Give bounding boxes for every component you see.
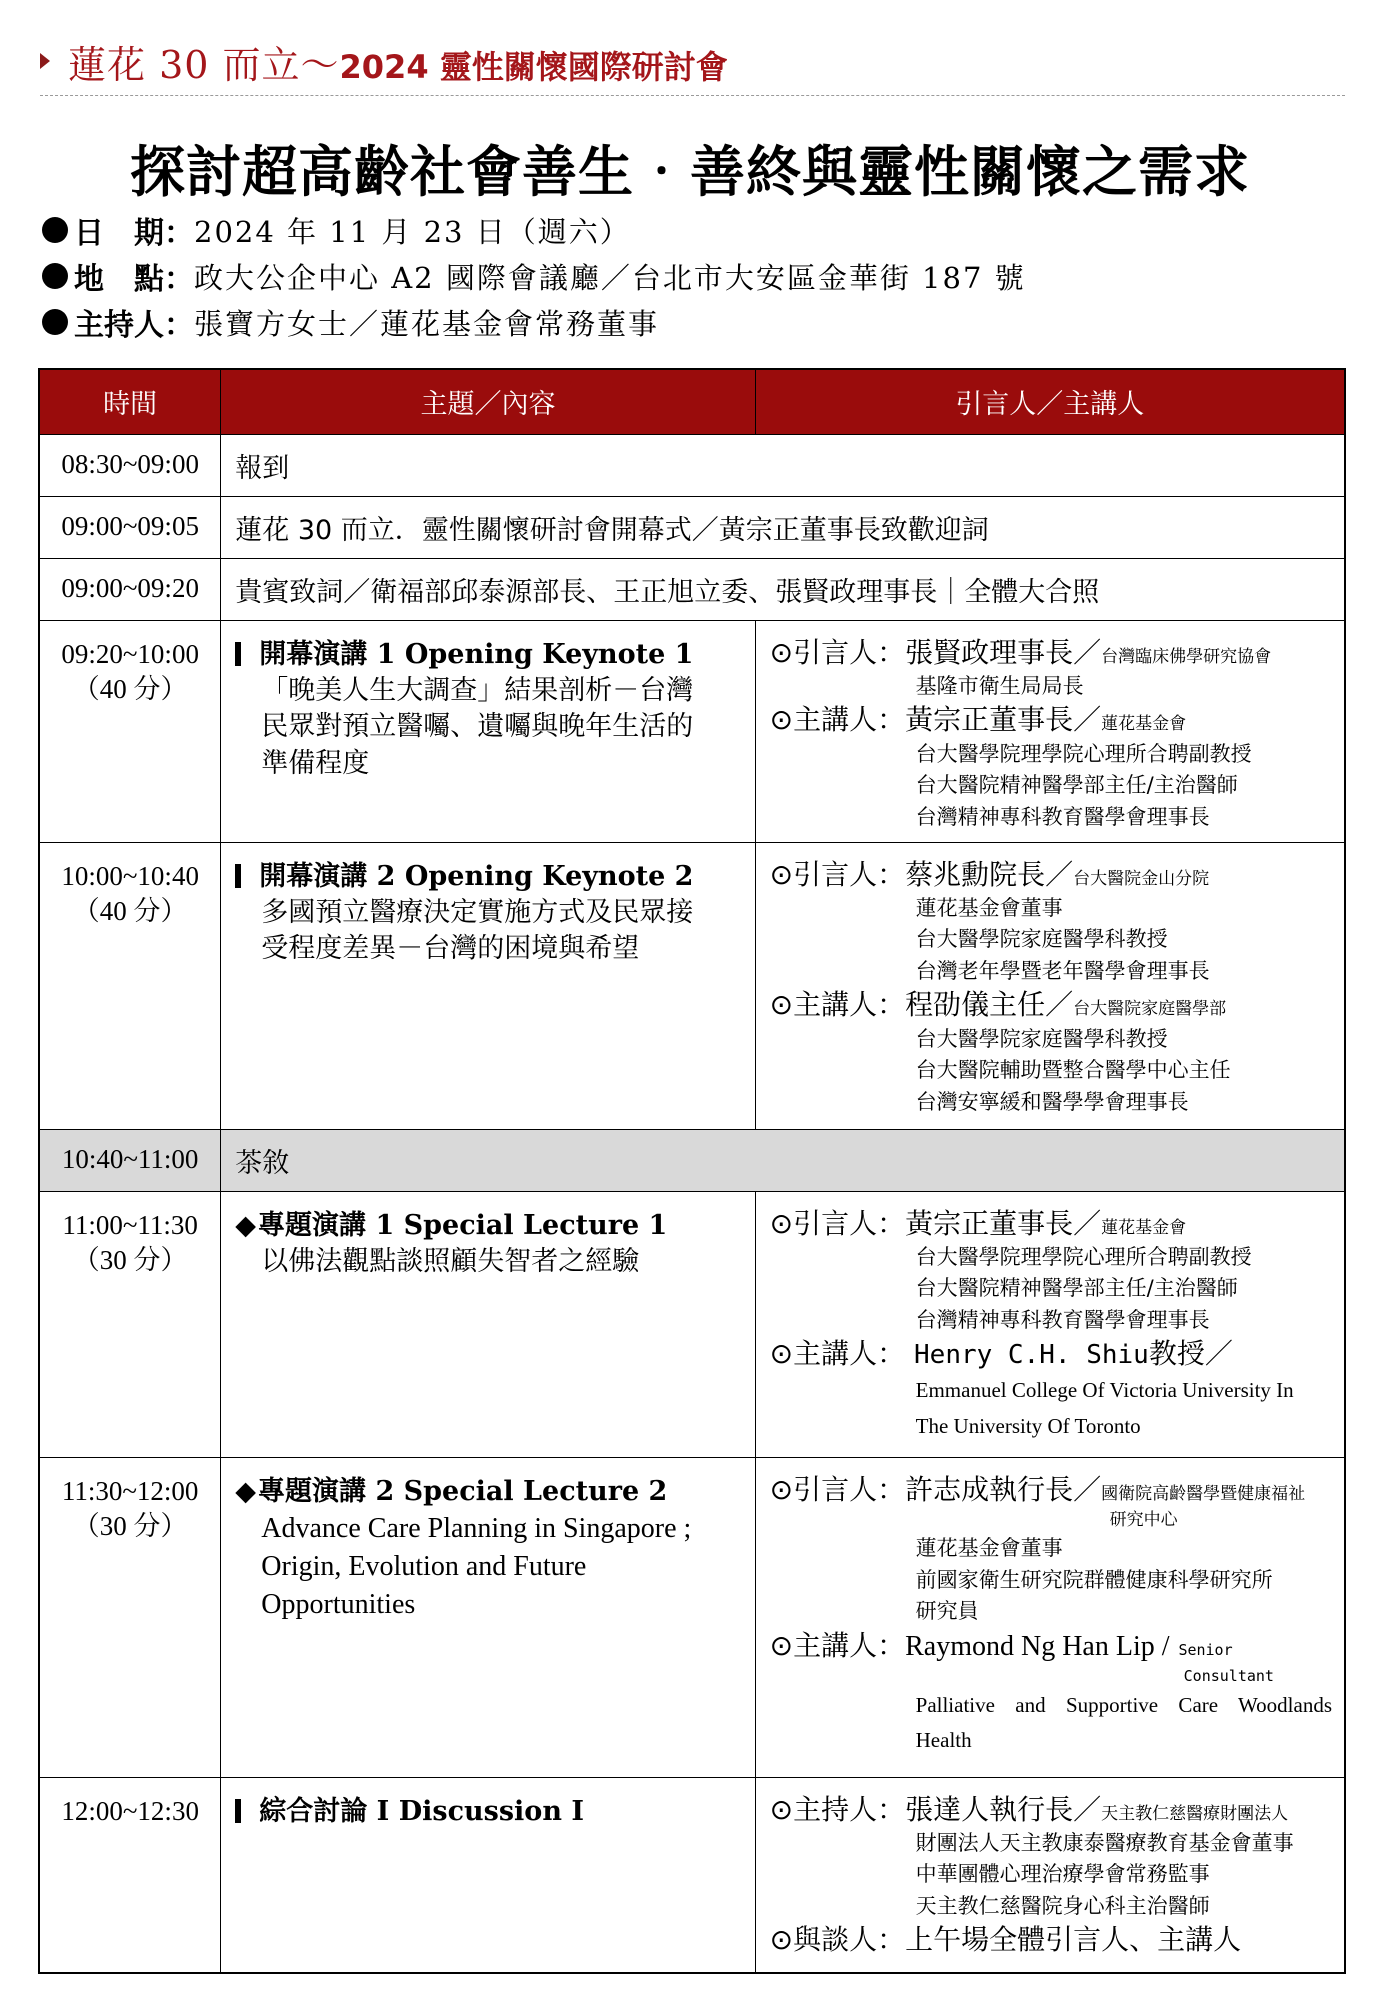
row-speakers: ⊙引言人：黃宗正董事長／蓮花基金會 台大醫學院理學院心理所合聘副教授 台大醫院精神醫學部主任/主治醫師 台灣精神專科教育醫學會理事長 ⊙主講人： Henry C.H. Shiu教授／ Emmanuel College Of Victoria University In The University Of Toronto <box>755 1191 1345 1457</box>
row-speakers: ⊙主持人：張達人執行長／天主教仁慈醫療財團法人 財團法人天主教康泰醫療教育基金會董事 中華團體心理治療學會常務監事 天主教仁慈醫院身心科主治醫師 ⊙與談人：上午場全體引言人、主講人 <box>755 1777 1345 1973</box>
table-row-tea-break <box>39 1129 1345 1191</box>
row-text: 貴賓致詞／衛福部邱泰源部長、王正旭立委、張賢政理事長｜全體大合照 <box>221 558 1345 620</box>
table-row <box>39 620 1345 842</box>
row-text: 蓮花 30 而立．靈性關懷研討會開幕式／黃宗正董事長致歡迎詞 <box>221 496 1345 558</box>
header-title: 蓮花 30 而立～2024 靈性關懷國際研討會 <box>68 42 728 87</box>
row-time: 08:30~09:00 <box>39 434 221 496</box>
row-time: 09:00~09:20 <box>39 558 221 620</box>
info-venue: 地 點： 政大公企中心 A2 國際會議廳／台北市大安區金華街 187 號 <box>42 254 1026 298</box>
row-time: 10:40~11:00 <box>39 1129 221 1191</box>
row-speakers: ⊙引言人：蔡兆勳院長／台大醫院金山分院 蓮花基金會董事 台大醫學院家庭醫學科教授 台灣老年學暨老年醫學會理事長 ⊙主講人：程劭儀主任／台大醫院家庭醫學部 台大醫學院家庭醫學科教授 台大醫院輔助暨整合醫學中心主任 台灣安寧緩和醫學學會理事長 <box>755 842 1345 1129</box>
header-divider <box>40 95 1345 96</box>
row-time: 09:00~09:05 <box>39 496 221 558</box>
row-text: 茶敘 <box>221 1129 1345 1191</box>
row-speakers: ⊙引言人：許志成執行長／國衛院高齡醫學暨健康福祉 研究中心 蓮花基金會董事 前國家衛生研究院群體健康科學研究所 研究員 ⊙主講人：Raymond Ng Han Lip / Senior Consultant Palliative and Supportive Care Woodlands Health <box>755 1457 1345 1777</box>
row-time: 10:00~10:40 （40 分） <box>39 842 221 1129</box>
row-topic: 開幕演講 2 Opening Keynote 2 多國預立醫療決定實施方式及民眾接 受程度差異－台灣的困境與希望 <box>221 842 755 1129</box>
table-row <box>39 434 1345 496</box>
row-time: 12:00~12:30 <box>39 1777 221 1973</box>
diamond-bullet-icon: ◆ <box>235 1209 257 1241</box>
bar-bullet-icon <box>235 642 241 666</box>
row-speakers: ⊙引言人：張賢政理事長／台灣臨床佛學研究協會 基隆市衛生局局長 ⊙主講人：黃宗正董事長／蓮花基金會 台大醫學院理學院心理所合聘副教授 台大醫院精神醫學部主任/主治醫師 台灣精神專科教育醫學會理事長 <box>755 620 1345 842</box>
table-row <box>39 842 1345 1129</box>
table-row <box>39 1777 1345 1973</box>
page-header <box>40 36 1340 86</box>
row-time: 11:30~12:00 （30 分） <box>39 1457 221 1777</box>
table-row <box>39 496 1345 558</box>
row-time: 11:00~11:30 （30 分） <box>39 1191 221 1457</box>
bar-bullet-icon <box>235 1799 241 1823</box>
schedule-table <box>38 368 1346 1974</box>
bullet-dot-icon <box>42 217 68 243</box>
info-date: 日 期： 2024 年 11 月 23 日（週六） <box>42 208 631 252</box>
triangle-bullet-icon <box>40 53 50 69</box>
bullet-dot-icon <box>42 309 68 335</box>
bullet-dot-icon <box>42 263 68 289</box>
info-host: 主持人： 張寶方女士／蓮花基金會常務董事 <box>42 300 659 344</box>
bar-bullet-icon <box>235 864 241 888</box>
row-topic: 綜合討論 I Discussion I <box>221 1777 755 1973</box>
header-time: 時間 <box>39 369 221 434</box>
table-header-row <box>39 369 1345 434</box>
table-row <box>39 1191 1345 1457</box>
page-title: 探討超高齡社會善生‧善終與靈性關懷之需求 <box>129 139 1250 204</box>
header-topic: 主題／內容 <box>221 369 755 434</box>
row-time: 09:20~10:00 （40 分） <box>39 620 221 842</box>
table-row <box>39 1457 1345 1777</box>
row-topic: ◆專題演講 2 Special Lecture 2 Advance Care Planning in Singapore ; Origin, Evolution and Future Opportunities <box>221 1457 755 1777</box>
diamond-bullet-icon: ◆ <box>235 1475 257 1507</box>
row-topic: 開幕演講 1 Opening Keynote 1 「晚美人生大調查」結果剖析－台灣 民眾對預立醫囑、遺囑與晚年生活的 準備程度 <box>221 620 755 842</box>
table-row <box>39 558 1345 620</box>
header-speaker: 引言人／主講人 <box>755 369 1345 434</box>
row-topic: ◆專題演講 1 Special Lecture 1 以佛法觀點談照顧失智者之經驗 <box>221 1191 755 1457</box>
row-text: 報到 <box>221 434 1345 496</box>
